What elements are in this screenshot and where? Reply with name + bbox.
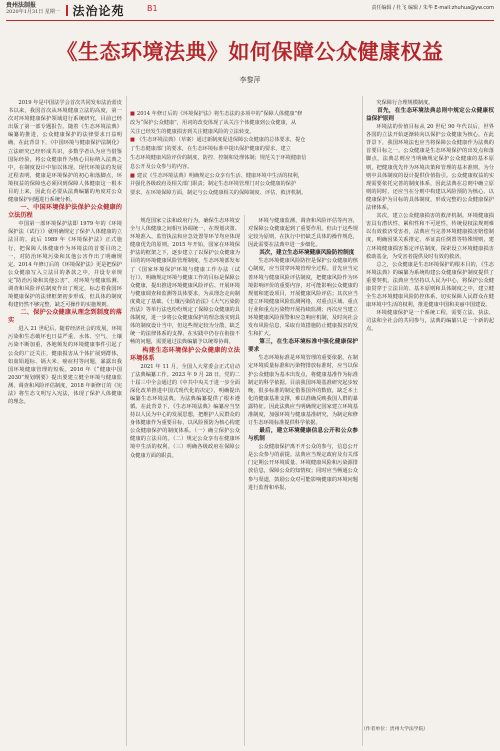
paragraph: 究保障行合理规模制度。 — [376, 100, 434, 106]
paragraph: 2021 年 11 月，全国人大常委会正式启动了法典编纂工作。2023 年 9 月 28 日，党的二十届三中全会通过的《中共中央关于进一步全面深化改革推进中国式现代化的决定》，明确提出编纂生态环境法典，为法典编纂提供了根本遵循。在此背景下，《生态环境法典》编纂应当坚持以人民为中心的发展思想，把维护人民群众的身体健康作为重要目标，以风险预防为核心构建公众健康保护的制度体系。（一）确立保护公众健康的立法目的。（二）规定公众享有在健康环境中生活的权利。（三）明确各级政府在保障公众健康方面的职责。 — [130, 363, 240, 459]
abstract-line: ■ 《生态环境法典》（草案）通过新制度促进保障公众健康的总体要求，提仓 — [130, 137, 306, 144]
abstract-line: 关注已经发生的健康损害到关注健康风险的立法转变。 — [130, 128, 255, 135]
subsection-heading: 最后，建立环境健康信息公开和公众参与机制 — [248, 428, 358, 443]
section-divider — [66, 5, 68, 16]
paragraph: 中国第一部环境保护法即 1979 年的《环境保护法（试行）》就明确规定了保护人体健康的立法目的。此后 1989 年《环境保护法》正式施行，把保障人体健康作为环境法的首要目的之一，对防治环境污染和其他公害作出了明确规定。2014 年修订后的《环境保护法》更是把保护公众健康写入立法目的条款之中，并设专章规定“防治污染和其他公害”，对环境与健康监测、调查和风险评估制度作出了规定，标志着我国环境健康保护的法律框架初步形成，但具体的制度构建仍然不够完整，缺乏可操作的实施规则。 — [8, 221, 122, 309]
abstract-line: 生态环境健康风险评价的制度，防控、控制和处理体制；规范关于环境健康信 — [130, 154, 307, 161]
abstract-line: 了生态健康部门的要求，在生态环境标准中提出保护健康的要求，建立 — [130, 146, 291, 153]
paragraph: 其次，建立公众健康损害的救济机制。环境健康损害具有潜伏性、累积性和不可逆性，传统侵权法规则难以有效救济受害者，法典应当完善环境健康损害赔偿制度，明确因果关系推定、举证责任倒置等特殊规则，建立环境健康损害鉴定评估制度，探索设立环境健康损害救助基金，为受害者提供及时有效的救济。 — [366, 213, 494, 260]
paragraph: 总之，公众健康是生态环境保护的根本目的，《生态环境法典》的编纂为系统构建公众健康保护制度提供了重要契机。法典应当坚持以人民为中心，将保护公众健康贯穿于立法目的、基本原则和具体制度之中，建立健全生态环境健康风险防控体系，切实保障人民群众在健康环境中生活的权利，推进健康中国和美丽中国建设。 — [366, 261, 494, 309]
article-author: 李黎萍 — [239, 76, 261, 84]
paragraph: 生态环境健康风险防控是保护公众健康的核心制度，应当贯穿环境管理全过程。首先应当完善环境与健康风险评估制度，把健康风险作为环境影响评价的重要内容，对可能影响公众健康的规划和建设项目，开展健康风险评估；其次应当建立环境健康风险监测网络，对重点区域、重点行业和重点污染物开展持续监测；再次应当建立环境健康风险预警和应急响应机制，及时向社会发布风险信息，采取有效措施防止健康损害的发生和扩大。 — [248, 258, 358, 338]
paper-masthead — [6, 3, 60, 15]
article-title: 《生态环境法典》如何保障公众健康权益 — [56, 39, 444, 64]
column-rule — [244, 215, 245, 746]
abstract-line: 息公开及公众参与的内容。 — [130, 163, 193, 170]
abstract-line: 要求。在环境保障方面，制定与公众健康相关的保障制度、评估、救济机制。 — [130, 190, 307, 197]
paper-name: 贵州法制报 — [6, 2, 37, 9]
column-rule — [126, 96, 127, 746]
paragraph: 进入 21 世纪后，随着经济社会的发展，环境污染和生态破坏也日益严重，水体、空气、土壤污染不断加重，各地频发的环境健康事件引起了公众的广泛关注，健康损害从个体扩展到群体，如血铅超标、镉大米、癌症村等问题，暴露出我国环境健康管理的短板。2016 年《“健康中国 2030”规划纲要》提出要建立健全环境与健康监测、调查和风险评估制度，2018 年新修订的《宪法》将生态文明写入宪法，体现了保护人体健康的理念。 — [8, 326, 122, 406]
paragraph: 环境健康保护是一个系统工程，需要立法、执法、司法和全社会的共同参与，法典的编纂只是一个新的起点。 — [366, 310, 494, 333]
author-affiliation: （作者单位：贵州大学法学院） — [361, 727, 429, 732]
section-heading: 构建生态环境保护公众健康的立法环境体系 — [130, 346, 240, 362]
abstract-line: 改为“保护公众健康”，用词的改变体现了从关注个体健康到公众健康，从 — [130, 119, 297, 126]
abstract-line: ■ 建议《生态环境法典》明确规定公众享有生活、健康环境中生活的权利， — [130, 172, 303, 179]
abstract-line: ■ 2014 年修订后的《环境保护法》将生态法的多项中的“保障人体健康”修 — [130, 111, 303, 117]
editor-info: 责任编辑 / 杜飞 编辑 / 朱华 E-mail:zhuhua@yw.com — [371, 5, 494, 11]
paragraph: 生态环境标准是环境管理的重要依据，在制定环境质量标准和污染物排放标准时，应当以保护公众健康为基本出发点，将健康基准作为标准制定的科学依据。目前我国环境基准研究起步较晚，很多标准的制定借鉴国外的数值，缺乏本土化的健康基准支撑，难以准确反映我国人群的暴露特征。因此法典应当明确规定国家建立环境基准制度，加强环境与健康基准研究，为制定和修订生态环境标准提供科学依据。 — [248, 355, 358, 427]
column-1 — [8, 99, 122, 747]
paragraph: 环境法的价值目标从 20 世纪 90 年代以后，世界各国的立法开始逐渐转向以保护公众健康为核心，在此背景下，我国环境法也应当将保障公众健康作为法典的首要目标之一。公众健康是生态环境保护的出发点和落脚点，法典总则应当明确规定保护公众健康的基本原则，把健康优先作为环境决策和管理的基本准则，为分则中具体制度的设计提供价值指引。公众健康权益的实现需要依托完善的制度体系，因此法典在总则中确立原则的同时，还应当在分则中构建以风险预防为核心、以健康保护为目标的具体制度，形成完整的公众健康保护法律体系。 — [366, 124, 494, 212]
section-title — [66, 2, 125, 19]
section-heading: 一、中国环境保护法保护公众健康的立法历程 — [8, 204, 122, 220]
column-4 — [366, 99, 494, 725]
paragraph: 公众健康保护离不开公众的参与，信息公开是公众参与的前提。法典应当规定政府及有关部门定期公开环境质量、环境健康风险和污染源排放信息，保障公众的知情权；同时应当畅通公众参与渠道，鼓励公众对可能影响健康的环境问题进行监督和举报。 — [248, 444, 358, 491]
paragraph: 环境与健康监测、调查和风险评估等内容，对保障公众健康起到了重要作用。但由于这些规定较为原则，在执行中仍缺乏具体的操作规范，因此需要在法典中进一步细化。 — [248, 218, 358, 249]
section-heading: 二、保护公众健康从理念到制度的落实 — [8, 309, 122, 325]
abstract-line: 并强化各级政府及相关部门职责；制定生态环境管理门对公众健康的保护 — [130, 181, 297, 188]
page-header — [0, 0, 500, 22]
subsection-heading: 第三，在生态环境标准中强化健康保护要求 — [248, 339, 358, 354]
publication-date: 2020年1月31日 星期一 — [6, 9, 60, 15]
column-rule — [362, 96, 363, 746]
header-rule — [6, 20, 494, 21]
column-2 — [130, 217, 240, 747]
paragraph: 2019 年是中国法学会首次共同发布法治蓝皮书以来，我国首次从环境健康立法的高度，第一次对环境健康保护领域进行系统研究，目前已经出版了第一部专题报告。随着《生态环境法典》编纂的推进，公众健康保护的法律要求日益明确，在此背景下，《中国环境与健康保护法制化》立法研究已经形成共识，多数学者认为应当借鉴国际经验，将公众健康作为核心目标纳入法典之中，在制度设计中加以体现。现代环境法的发展过程表明，健康是环境保护的初心和落脚点，环境权益的保障也必须回到保障人体健康这一根本目的上来，因此有必要从法典编纂的角度对公众健康保护问题进行系统分析。 — [8, 100, 122, 204]
article-abstract — [130, 110, 362, 212]
subsection-heading: 其次，建立生态环境健康风险防控制度 — [259, 250, 355, 257]
bullet-icon: ■ — [130, 111, 135, 117]
subsection-heading: 首先，在生态环境法典总则中规定公众健康权益保护原则 — [366, 108, 494, 123]
bullet-icon: ■ — [130, 172, 135, 179]
section-label: 法治论苑 — [72, 4, 125, 18]
page-number: B1 — [147, 4, 158, 13]
column-3 — [248, 217, 358, 747]
paragraph: 规范国家立法和政府行为，确保生态环境安全与人体健康之间相互协调统一，在规划决策、环境准入、监管执法和应急处置等环节均应体现健康优先的原则。2015 年开始，国家在环境保护法的框架之下，逐步建立了以保护公众健康为目的的环境健康风险管理制度，生态环境部发布了《国家环境保护环境与健康工作办法（试行）》，明确规定环境与健康工作的目标是保障公众健康，提出推进环境健康风险评估、开展环境与健康调查和监测等具体要求，为从理念走向制度奠定了基础。《土壤污染防治法》《大气污染防治法》等单行法也纷纷规定了保障公众健康的具体制度，进一步将公众健康保护的理念落实到具体的制度设计当中，但这些规定较为分散，缺乏统一的法律体系的支撑，在实践中仍存在衔接不畅的问题，需要通过法典编纂予以统筹协调。 — [130, 218, 240, 346]
bullet-icon: ■ — [130, 137, 135, 144]
